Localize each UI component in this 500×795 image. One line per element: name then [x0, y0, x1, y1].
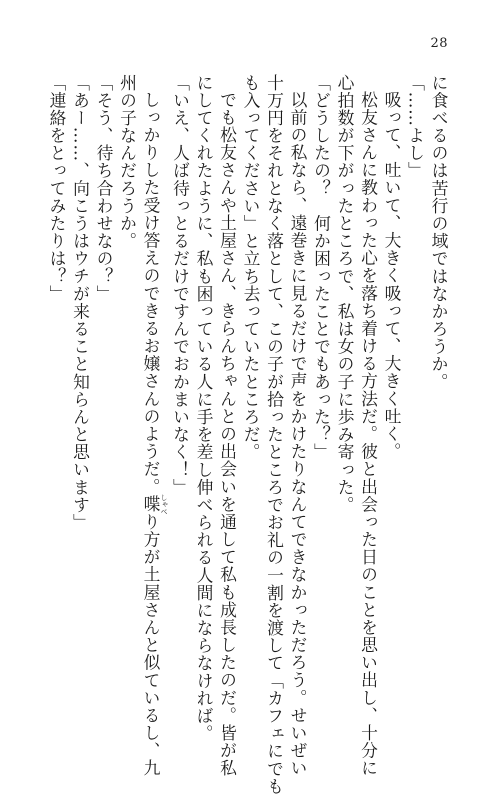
text-line-15: 「そう、待ち合わせなの？」 — [94, 74, 114, 303]
text-line-14: 州の子なんだろうか。 — [117, 74, 138, 250]
text-line-8: 十万円をそれとなく落として、この子が拾ったところでお礼の一割を渡して「カフェにでも — [264, 74, 285, 795]
text-line-17: 「連絡をとってみたりは？」 — [47, 74, 67, 303]
text-line-12: 「いえ、人ば待っとるだけですんでおかまいなく！」 — [170, 74, 191, 497]
text-line-5: 心拍数が下がったところで、私は女の子に歩み寄った。 — [335, 74, 355, 514]
text-line-10: でも松友さんや土屋さん、きらんちゃんとの出会いを通して私も成長したのだ。皆が私 — [217, 90, 238, 777]
vertical-text-block — [47, 74, 450, 795]
ruby-annotation: 喋 しゃべ — [141, 493, 168, 515]
text-line-11: にしてくれたように、私も困っている人に手を差し伸べられる人間にならなければ。 — [194, 74, 214, 743]
text-line-16: 「あー……、向こうはウチが来ること知らんと思います」 — [70, 74, 91, 532]
text-line-7: 以前の私なら、遠巻きに見るだけで声をかけたりなんてできなかっただろう。せいぜい — [288, 90, 308, 777]
page-number: 28 — [430, 36, 448, 51]
text-line-2: 「……よし」 — [405, 74, 426, 180]
text-line-4: 松友さんに教わった心を落ち着ける方法だ。彼と出会った日のことを思い出し、十分に — [358, 90, 379, 777]
text-line-13: しっかりした受け答えのできるお嬢さんのようだ。喋 しゃべり方が土屋さんと似ているし、九 — [141, 90, 168, 777]
text-line-3: 吸って、吐いて、大きく吸って、大きく吐く。 — [382, 90, 402, 461]
text-line-1: に食べるのは苦行の域ではなかろうか。 — [429, 74, 449, 391]
text-line-6: 「どうしたの？ 何か困ったことでもあった？」 — [311, 74, 332, 461]
text-line-9: も入ってください」と立ち去っていたところだ。 — [241, 74, 261, 461]
